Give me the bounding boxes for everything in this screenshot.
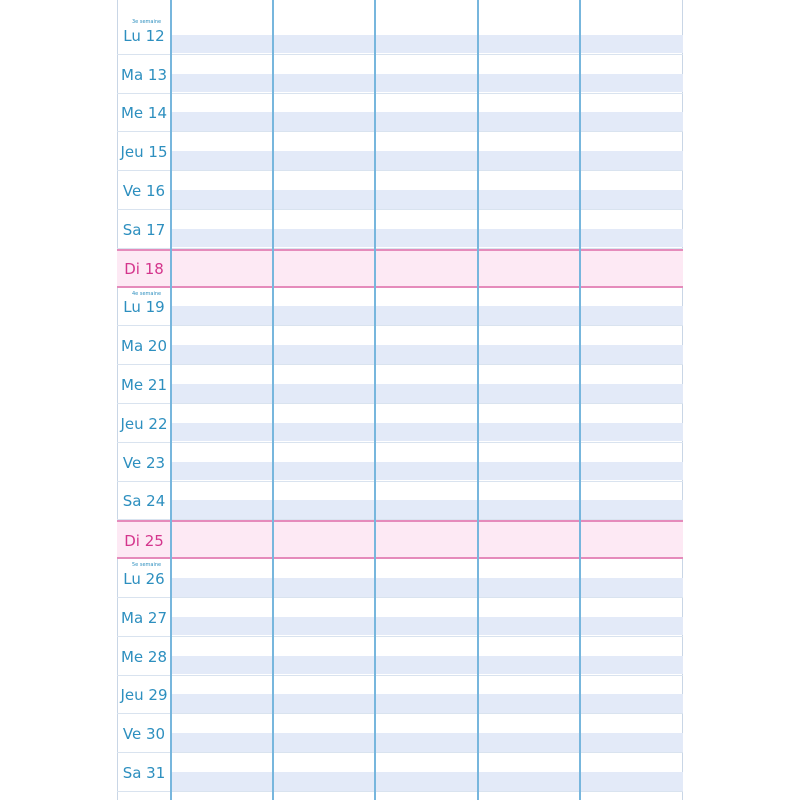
day-label: Jeu 29 (120, 686, 168, 705)
writing-band (172, 423, 683, 442)
writing-band (172, 733, 683, 752)
day-label: Ma 27 (121, 608, 167, 627)
writing-band (172, 617, 683, 636)
writing-band (172, 345, 683, 364)
column-divider (374, 0, 376, 800)
day-row (117, 753, 683, 792)
day-label: Ve 23 (122, 453, 166, 472)
day-label: Me 14 (120, 104, 168, 123)
writing-band (172, 35, 683, 54)
writing-band (172, 229, 683, 248)
day-row (117, 55, 683, 94)
writing-band (172, 74, 683, 93)
day-row (117, 94, 683, 133)
day-label: Lu 12 (123, 26, 165, 45)
writing-band (172, 462, 683, 481)
writing-band (172, 694, 683, 713)
sunday-row (117, 520, 683, 559)
day-row (117, 714, 683, 753)
column-divider (170, 0, 172, 800)
writing-band (172, 151, 683, 170)
day-label: Ve 16 (122, 182, 166, 201)
day-row (117, 132, 683, 171)
day-row (117, 482, 683, 521)
writing-band (172, 500, 683, 519)
day-row (117, 404, 683, 443)
writing-band (172, 112, 683, 131)
day-row (117, 559, 683, 598)
monthly-planner-grid (117, 0, 683, 800)
day-label: Ve 30 (122, 725, 166, 744)
day-row (117, 16, 683, 55)
week-number-note: 4e semaine (132, 290, 162, 297)
day-label: Me 28 (120, 647, 168, 666)
day-row (117, 598, 683, 637)
day-label: Di 25 (124, 531, 164, 550)
day-row (117, 171, 683, 210)
writing-band (172, 656, 683, 675)
writing-band (172, 578, 683, 597)
day-row (117, 676, 683, 715)
column-divider (477, 0, 479, 800)
writing-band (172, 772, 683, 791)
day-label: Sa 17 (122, 220, 166, 239)
day-label: Ma 20 (121, 337, 167, 356)
day-row (117, 637, 683, 676)
day-label: Lu 19 (123, 298, 165, 317)
day-label: Jeu 15 (120, 143, 168, 162)
day-label: Me 21 (120, 376, 168, 395)
writing-band (172, 190, 683, 209)
day-row (117, 365, 683, 404)
week-number-note: 5e semaine (132, 562, 162, 569)
day-label: Lu 26 (123, 570, 165, 589)
day-label: Ma 13 (121, 65, 167, 84)
column-divider (272, 0, 274, 800)
sunday-row (117, 249, 683, 288)
day-label: Sa 24 (122, 492, 166, 511)
day-label: Jeu 22 (120, 414, 168, 433)
column-divider (579, 0, 581, 800)
day-row (117, 288, 683, 327)
day-row (117, 326, 683, 365)
day-row (117, 443, 683, 482)
day-row (117, 210, 683, 249)
week-number-note: 3e semaine (132, 19, 162, 25)
day-label: Di 18 (124, 260, 164, 279)
writing-band (172, 384, 683, 403)
day-label: Sa 31 (122, 764, 166, 783)
writing-band (172, 306, 683, 325)
